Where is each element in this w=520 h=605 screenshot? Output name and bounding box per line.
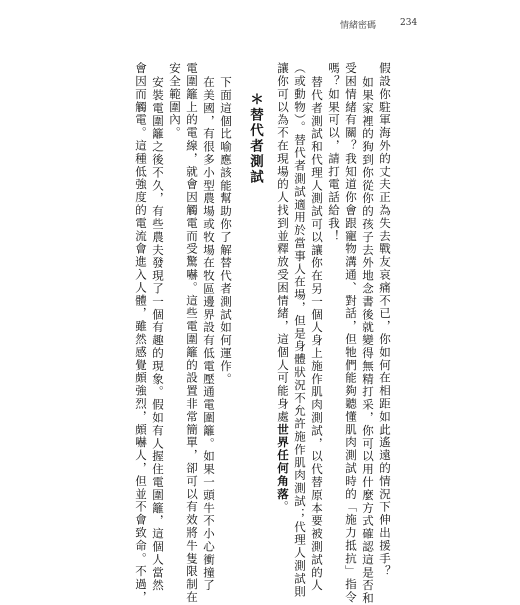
text-column: 嗎？如果可以，請打電話給我！	[327, 62, 341, 243]
text-column: 下面這個比喻應該能幫助你了解替代者測試如何運作。	[219, 76, 233, 386]
text-column: 如果家裡的狗到你從你的孩子去外地念書後就變得無精打采，你可以用什麼方式確認這是否和	[361, 76, 375, 605]
text-column: （或動物）。替代者測試適用於當事人在場，但是身體狀況不允許施作肌肉測試；代理人測試則	[293, 62, 307, 599]
text-column: 電圍籬上的電線，就會因觸電而受驚嚇。這些電圍籬的設置非常簡單，卻可以有效將牛隻限制在	[185, 62, 199, 604]
section-heading	[245, 92, 265, 185]
emphasis-text: 世界任何角落	[276, 423, 290, 501]
text-column: 安裝電圍籬之後不久，有些農夫發現了一個有趣的現象。假如有人握住電圍籬，這個人當然	[151, 76, 165, 592]
running-title: 情緒密碼	[340, 21, 377, 31]
text-run: 讓你可以為不在現場的人找到並釋放受困情緒，這個人可能身處	[276, 62, 290, 424]
text-column-emphasis	[276, 62, 290, 514]
page-number: 234	[400, 18, 418, 28]
text-column: 假設你駐軍海外的丈夫正為失去戰友哀痛不已，你如何在相距如此遙遠的情況下伸出援手？	[378, 62, 392, 578]
heading-mark: ＊	[247, 92, 263, 108]
text-column: 替代者測試和代理人測試可以讓你在另一個人身上施作肌肉測試，以代替原本要被測試的人	[310, 76, 324, 592]
heading-text: 替代者測試	[247, 107, 263, 185]
text-run: 。	[276, 500, 290, 514]
text-column: 安全範圍內。	[168, 62, 182, 140]
text-column: 受困情緒有關？我知道你會跟寵物溝通、對話，但牠們能夠聽懂肌肉測試時的「施力抵抗」指令	[344, 62, 358, 604]
text-column: 在美國，有很多小型農場或牧場在牧區邊界設有低電壓通電圍籬。如果一頭牛不小心衝撞了	[202, 76, 216, 592]
text-column: 會因而觸電。這種低強度的電流會進入人體，雖然感覺頗強烈，頗嚇人，但並不會致命。不過，	[134, 62, 148, 604]
